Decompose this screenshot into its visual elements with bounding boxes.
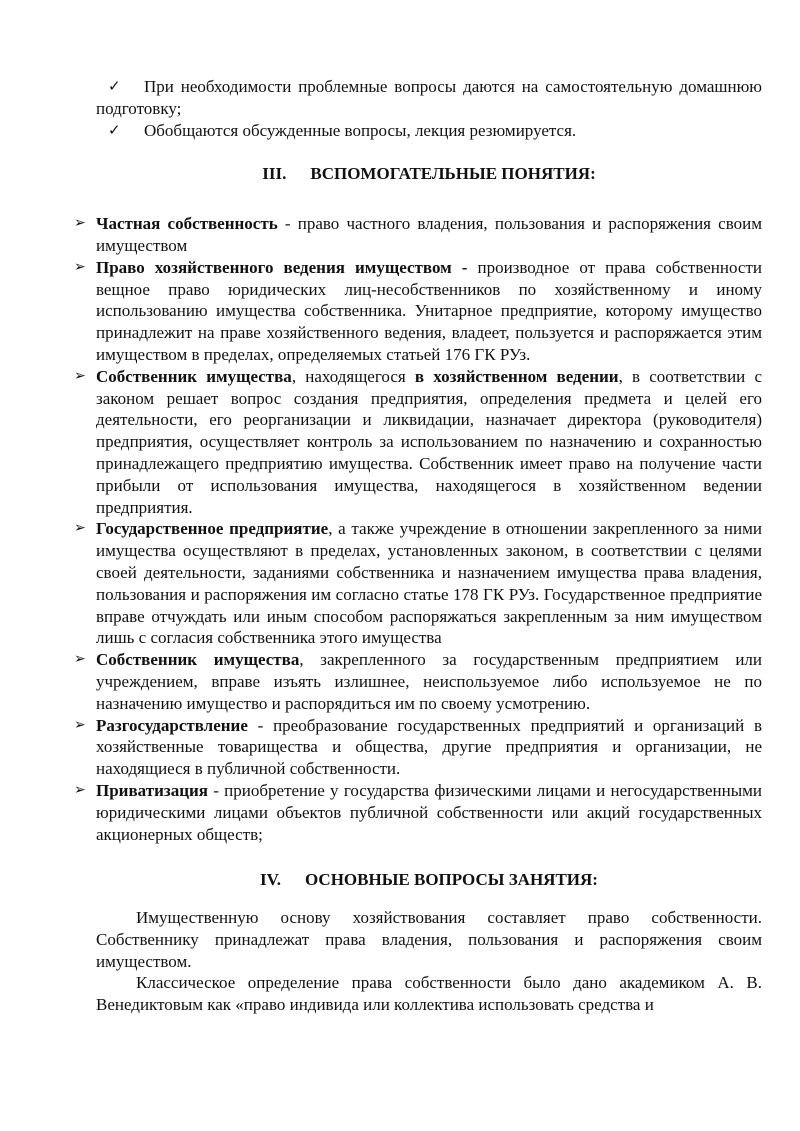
definition-term: Собственник имущества [96, 366, 292, 386]
definition-text: , закрепленного за государственным предприятием или учреждением, вправе изъять излишнее, неиспользуемое либо используемое не по назначению имущество и распорядиться им по своему усмотрению. [96, 650, 763, 713]
definition-item [74, 366, 762, 519]
checklist-item-text: При необходимости проблемные вопросы даются на самостоятельную домашнюю подготовку; [96, 77, 762, 118]
section-title: ВСПОМОГАТЕЛЬНЫЕ ПОНЯТИЯ: [310, 164, 596, 184]
body-paragraph: Классическое определение права собственности было дано академиком А. В. Венедиктовым как «право индивида или коллектива использовать средства и [96, 973, 762, 1015]
arrow-bullet-icon: ➢ [74, 716, 86, 733]
arrow-bullet-icon: ➢ [74, 367, 86, 384]
section-number: IV. [260, 870, 281, 890]
section-number: III. [262, 164, 287, 184]
definition-text: , находящегося [291, 366, 415, 386]
definition-text: - преобразование государственных предприятий и организаций в хозяйственные товарищества и общества, другие предприятия и организации, не находящиеся в публичной собственности. [96, 715, 762, 779]
arrow-bullet-icon: ➢ [74, 781, 86, 798]
definition-term: Собственник имущества [96, 650, 300, 670]
definition-text: , а также учреждение в отношении закрепленного за ними имущества осуществляют в пределах, установленных законом, в соответствии с целями своей деятельности, заданиями собственника и назначением имущества права владения, пользования и распоряжения им согласно статье 178 ГК РУз. Государственное предприятие вправе отчуждать или иным способом распоряжаться закрепленным за ним имуществом лишь с согласия собственника этого имущества [96, 519, 762, 648]
arrow-bullet-icon: ➢ [74, 520, 86, 537]
definition-term: Государственное предприятие [96, 519, 329, 539]
definition-term: Частная собственность [96, 214, 278, 234]
definition-term: Право хозяйственного ведения имуществом - [96, 257, 468, 277]
checklist-item [96, 76, 762, 120]
definition-term: Приватизация [96, 780, 208, 800]
definition-item [74, 213, 762, 257]
definition-item [74, 649, 763, 714]
definition-item [74, 715, 762, 780]
checklist-item [96, 120, 762, 142]
arrow-bullet-icon: ➢ [74, 258, 86, 275]
definition-item [74, 257, 762, 366]
section-title: ОСНОВНЫЕ ВОПРОСЫ ЗАНЯТИЯ: [304, 870, 598, 890]
definitions-list [74, 213, 763, 845]
arrow-bullet-icon: ➢ [74, 651, 86, 668]
checkmark-icon: ✓ [108, 120, 121, 139]
checklist [96, 76, 762, 141]
definition-term-secondary: в хозяйственном ведении [414, 366, 619, 386]
section-heading-3 [96, 163, 762, 185]
definition-text: - право частного владения, пользования и распоряжения своим имуществом [96, 214, 762, 255]
section-heading-4 [96, 869, 762, 891]
arrow-bullet-icon: ➢ [74, 215, 86, 232]
checklist-item-text: Обобщаются обсужденные вопросы, лекция резюмируется. [144, 120, 577, 140]
definition-text: производное от права собственности вещное право юридических лиц-несобственников по хозяйственному и иному использованию имущества собственника. Унитарное предприятие, которому имущество принадлежит на праве хозяйственного ведения, владеет, пользуется и распоряжается этим имуществом в пределах, определяемых статьей 176 ГК РУз. [96, 257, 762, 364]
definition-item [74, 780, 762, 845]
definition-text: - приобретение у государства физическими лицами и негосударственными юридическими лицами объектов публичной собственности или акций государственных акционерных обществ; [96, 780, 762, 844]
definition-text: , в соответствии с законом решает вопрос создания предприятия, определения предмета и целей его деятельности, его реорганизации и ликвидации, назначает директора (руководителя) предприятия, осуществляет контроль за использованием по назначению и сохранностью принадлежащего предприятию имущества. Собственник имеет право на получение части прибыли от использования имущества, находящегося в хозяйственном ведении предприятия. [96, 366, 762, 517]
body-paragraph: Имущественную основу хозяйствования составляет право собственности. Собственнику принадлежат права владения, пользования и распоряжения своим имуществом. [96, 908, 762, 971]
checkmark-icon: ✓ [108, 77, 121, 95]
definition-term: Разгосударствление [96, 715, 248, 735]
definition-item [74, 518, 762, 649]
